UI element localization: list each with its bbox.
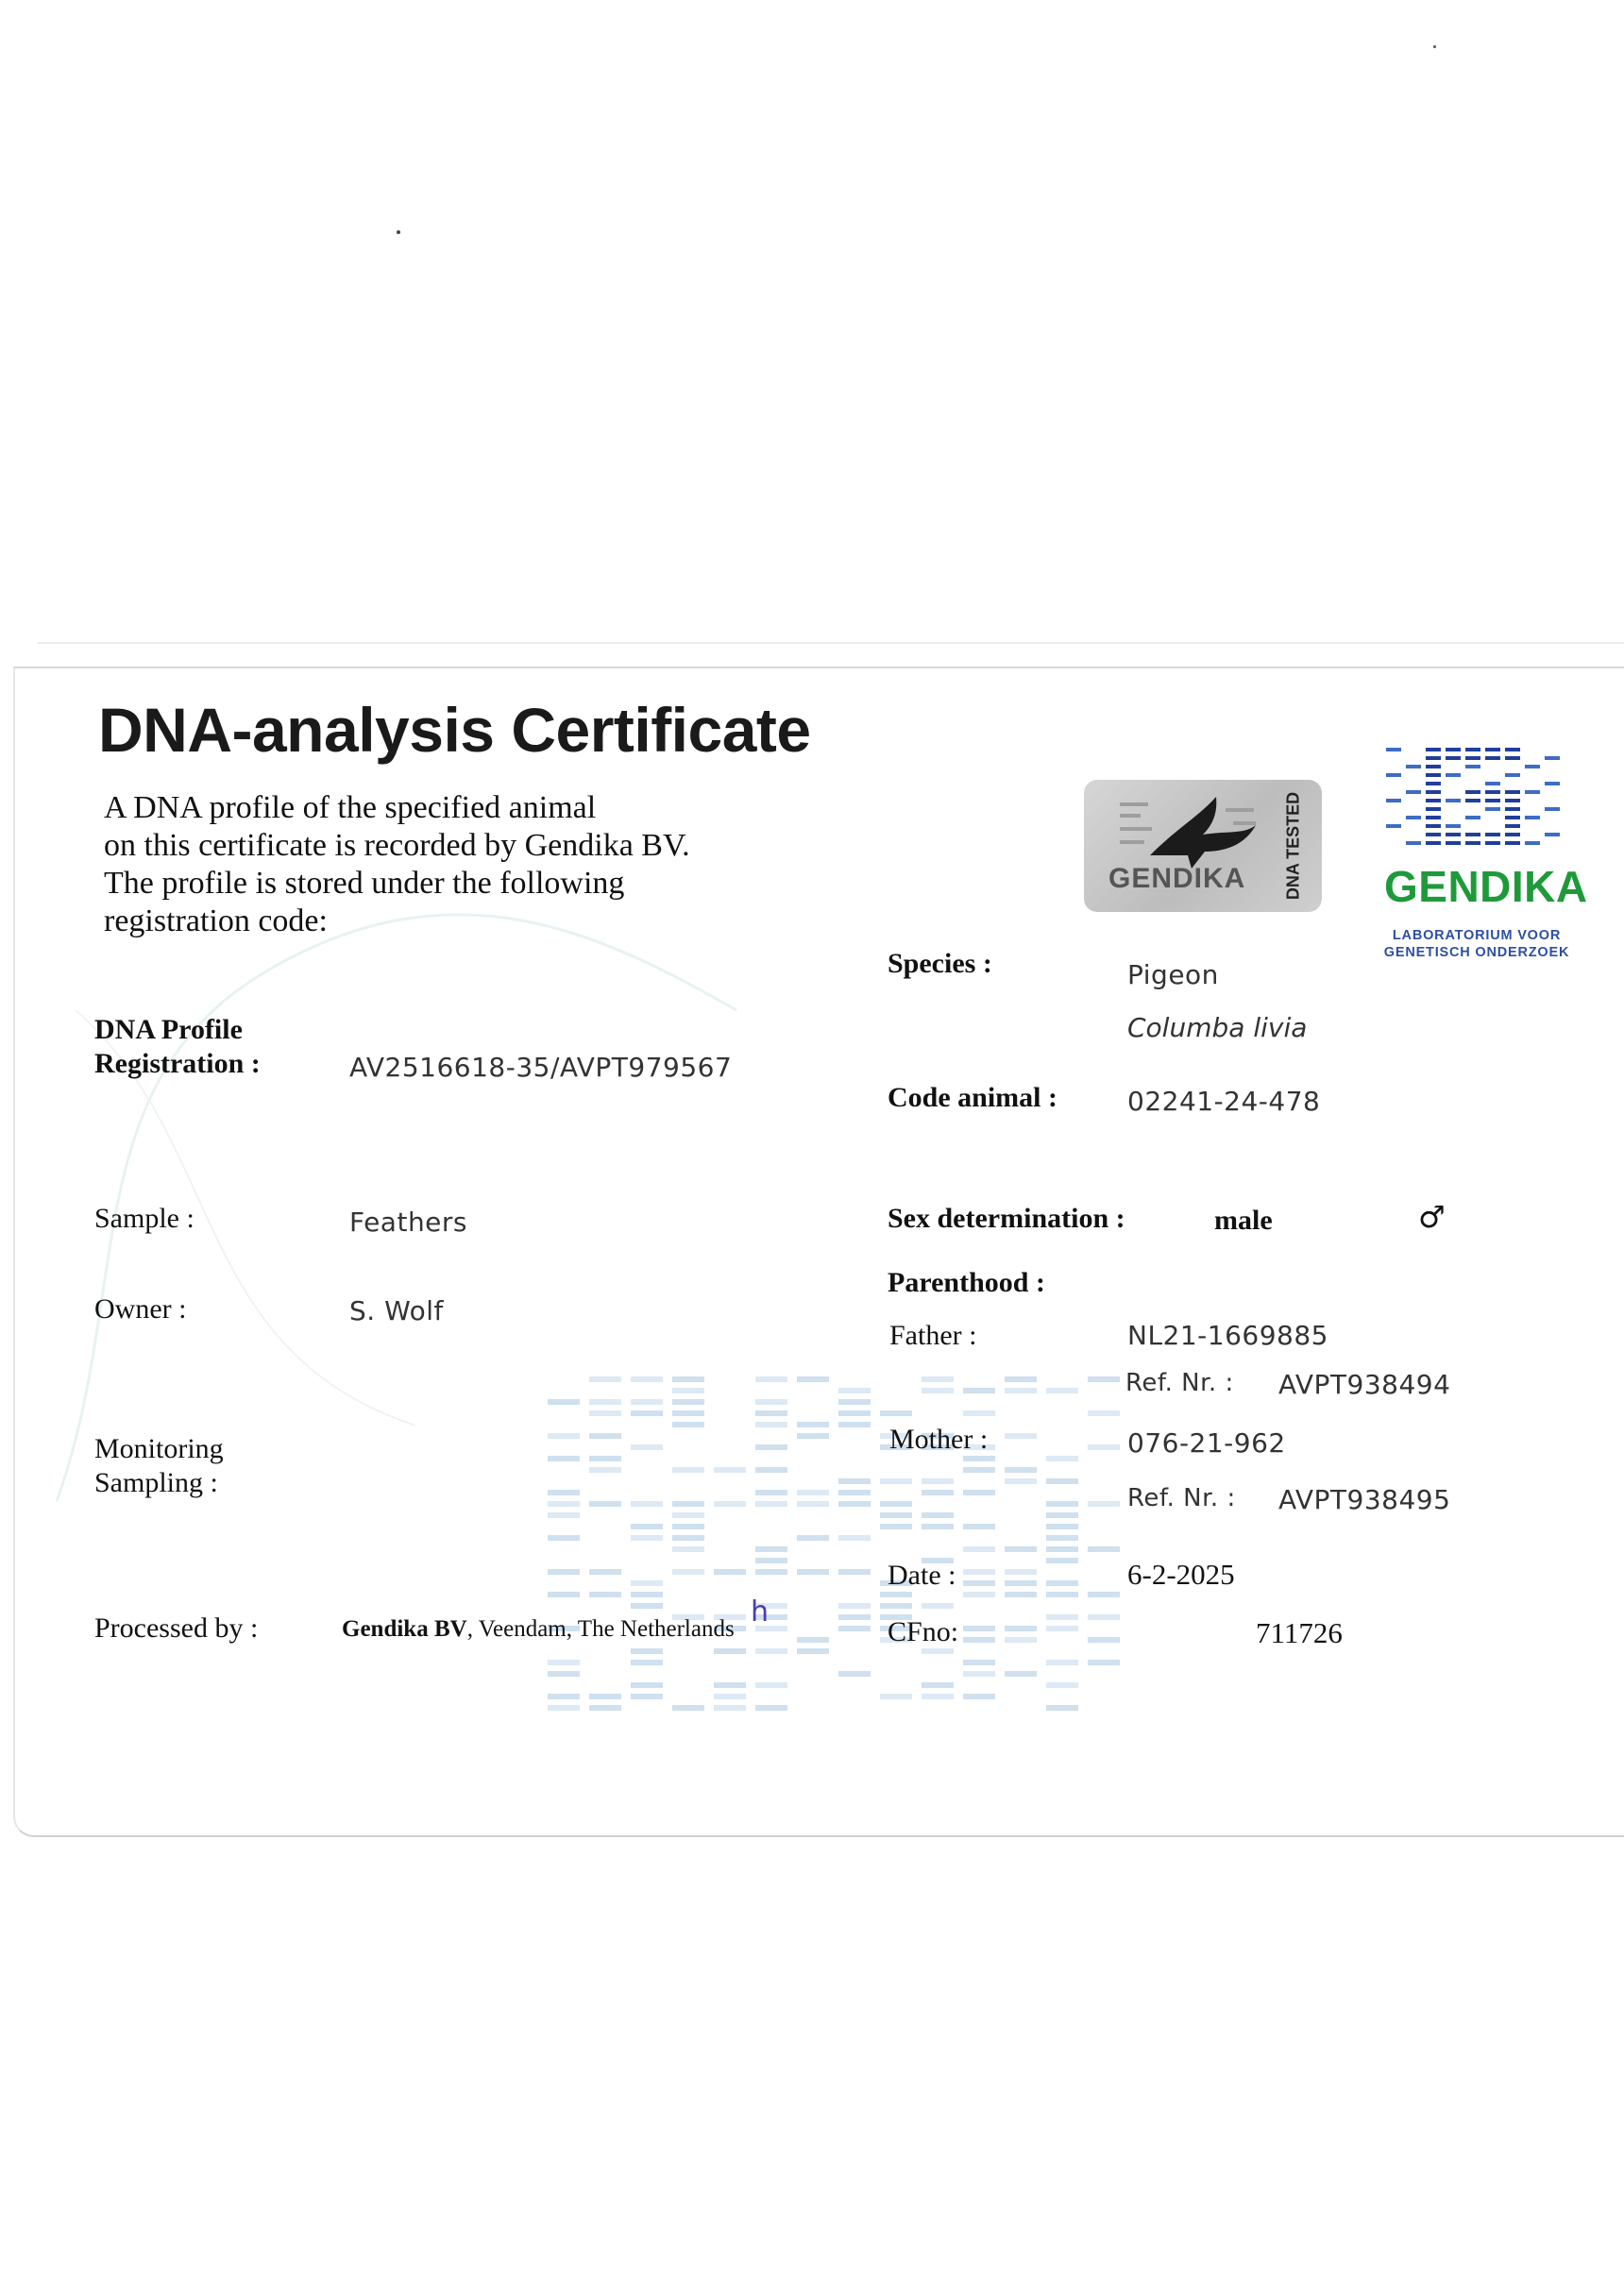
- watermark-band: [797, 1569, 829, 1575]
- logo-subtitle-line: LABORATORIUM VOOR: [1392, 928, 1562, 943]
- watermark-band: [797, 1376, 829, 1382]
- watermark-band: [672, 1546, 704, 1552]
- logo-band: [1505, 748, 1520, 751]
- watermark-band: [548, 1456, 580, 1461]
- watermark-band: [755, 1546, 787, 1552]
- logo-band: [1426, 841, 1441, 845]
- watermark-band: [797, 1422, 829, 1427]
- watermark-band: [755, 1444, 787, 1450]
- intro-line: A DNA profile of the specified animal: [104, 790, 597, 825]
- logo-band: [1426, 790, 1441, 794]
- watermark-band: [1088, 1614, 1120, 1620]
- watermark-band: [672, 1705, 704, 1711]
- watermark-band: [755, 1569, 787, 1575]
- watermark-band: [589, 1433, 621, 1439]
- watermark-band: [838, 1422, 871, 1427]
- father-ref-value: AVPT938494: [1278, 1369, 1451, 1400]
- watermark-band: [589, 1694, 621, 1699]
- watermark-band: [1046, 1478, 1078, 1484]
- logo-band: [1465, 765, 1480, 768]
- logo-band: [1465, 756, 1480, 760]
- watermark-band: [1005, 1478, 1037, 1484]
- watermark-band: [755, 1410, 787, 1416]
- watermark-band: [714, 1569, 746, 1575]
- watermark-band: [672, 1535, 704, 1541]
- watermark-band: [797, 1433, 829, 1439]
- watermark-band: [880, 1410, 912, 1416]
- logo-band: [1426, 807, 1441, 811]
- logo-band: [1426, 748, 1441, 751]
- sex-value: male: [1214, 1205, 1273, 1236]
- watermark-band: [1088, 1546, 1120, 1552]
- species-latin-value: Columba livia: [1127, 1012, 1308, 1043]
- male-symbol-icon: ♂: [1418, 1199, 1446, 1235]
- logo-band: [1386, 748, 1401, 751]
- logo-band: [1426, 765, 1441, 768]
- sample-label: Sample :: [94, 1203, 195, 1234]
- watermark-band: [797, 1637, 829, 1643]
- sample-value: Feathers: [349, 1207, 468, 1238]
- watermark-band: [589, 1592, 621, 1597]
- watermark-band: [714, 1682, 746, 1688]
- watermark-band: [755, 1501, 787, 1507]
- logo-band: [1545, 833, 1560, 836]
- logo-band: [1426, 773, 1441, 777]
- watermark-band: [548, 1569, 580, 1575]
- watermark-band: [548, 1433, 580, 1439]
- watermark-band: [922, 1603, 954, 1609]
- logo-band: [1485, 833, 1500, 836]
- logo-band: [1406, 790, 1421, 794]
- watermark-band: [755, 1467, 787, 1473]
- watermark-band: [755, 1399, 787, 1405]
- watermark-band: [631, 1648, 663, 1654]
- watermark-band: [1005, 1467, 1037, 1473]
- watermark-band: [922, 1388, 954, 1393]
- watermark-band: [1046, 1512, 1078, 1518]
- scan-speck: [1433, 45, 1436, 48]
- logo-band: [1426, 824, 1441, 828]
- watermark-band: [1088, 1637, 1120, 1643]
- watermark-band: [714, 1467, 746, 1473]
- logo-band: [1545, 807, 1560, 811]
- watermark-band: [755, 1558, 787, 1563]
- registration-value: AV2516618-35/AVPT979567: [349, 1052, 733, 1083]
- logo-band: [1386, 799, 1401, 802]
- watermark-band: [548, 1694, 580, 1699]
- logo-band: [1426, 816, 1441, 819]
- gendika-logo-icon: [1386, 748, 1565, 850]
- watermark-band: [838, 1388, 871, 1393]
- watermark-band: [631, 1376, 663, 1382]
- watermark-band: [589, 1467, 621, 1473]
- watermark-band: [631, 1524, 663, 1529]
- watermark-band: [963, 1456, 995, 1461]
- watermark-band: [589, 1569, 621, 1575]
- watermark-band: [880, 1603, 912, 1609]
- logo-band: [1505, 816, 1520, 819]
- intro-text: [104, 789, 784, 940]
- watermark-band: [880, 1524, 912, 1529]
- species-label: Species :: [888, 948, 992, 979]
- watermark-band: [963, 1388, 995, 1393]
- watermark-band: [963, 1637, 995, 1643]
- logo-band: [1505, 841, 1520, 845]
- logo-subtitle: [1382, 927, 1571, 961]
- watermark-band: [1005, 1592, 1037, 1597]
- watermark-band: [631, 1682, 663, 1688]
- processed-by-label: Processed by :: [94, 1612, 259, 1644]
- watermark-band: [631, 1580, 663, 1586]
- watermark-band: [1046, 1535, 1078, 1541]
- logo-band: [1505, 756, 1520, 760]
- watermark-band: [631, 1444, 663, 1450]
- watermark-band: [1005, 1569, 1037, 1575]
- processed-location: , Veendam, The Netherlands: [466, 1616, 735, 1642]
- watermark-band: [1046, 1388, 1078, 1393]
- watermark-band: [672, 1569, 704, 1575]
- logo-band: [1545, 756, 1560, 760]
- watermark-band: [1088, 1501, 1120, 1507]
- logo-band: [1465, 748, 1480, 751]
- logo-band: [1545, 782, 1560, 785]
- monitoring-label-line1: Monitoring: [94, 1433, 224, 1464]
- logo-band: [1465, 816, 1480, 819]
- logo-band: [1465, 799, 1480, 802]
- watermark-band: [672, 1410, 704, 1416]
- watermark-band: [880, 1501, 912, 1507]
- sex-determination-label: Sex determination :: [888, 1203, 1125, 1234]
- pigeon-icon: [1112, 789, 1282, 874]
- logo-band: [1465, 841, 1480, 845]
- logo-band: [1505, 833, 1520, 836]
- watermark-band: [755, 1648, 787, 1654]
- watermark-band: [755, 1376, 787, 1382]
- watermark-band: [963, 1490, 995, 1495]
- logo-band: [1485, 782, 1500, 785]
- watermark-band: [922, 1376, 954, 1382]
- watermark-band: [963, 1580, 995, 1586]
- watermark-band: [797, 1535, 829, 1541]
- watermark-band: [1046, 1592, 1078, 1597]
- watermark-band: [1005, 1376, 1037, 1382]
- watermark-band: [797, 1501, 829, 1507]
- father-value: NL21-1669885: [1127, 1320, 1328, 1351]
- watermark-band: [922, 1478, 954, 1484]
- watermark-band: [922, 1490, 954, 1495]
- watermark-band: [838, 1501, 871, 1507]
- processed-company: Gendika BV: [342, 1616, 467, 1642]
- watermark-band: [548, 1490, 580, 1495]
- watermark-band: [755, 1490, 787, 1495]
- watermark-band: [963, 1592, 995, 1597]
- watermark-band: [880, 1512, 912, 1518]
- watermark-band: [1088, 1660, 1120, 1665]
- watermark-band: [631, 1694, 663, 1699]
- watermark-band: [1005, 1546, 1037, 1552]
- watermark-band: [1005, 1388, 1037, 1393]
- watermark-band: [1046, 1660, 1078, 1665]
- logo-band: [1446, 773, 1461, 777]
- watermark-band: [589, 1399, 621, 1405]
- watermark-band: [1005, 1433, 1037, 1439]
- watermark-band: [838, 1410, 871, 1416]
- badge-dna-tested-text: DNA TESTED: [1283, 791, 1303, 901]
- logo-band: [1485, 748, 1500, 751]
- logo-brand-name: GENDIKA: [1384, 862, 1588, 911]
- watermark-band: [548, 1671, 580, 1677]
- date-label: Date :: [888, 1560, 956, 1591]
- owner-value: S. Wolf: [349, 1295, 444, 1326]
- watermark-band: [838, 1490, 871, 1495]
- watermark-band: [589, 1705, 621, 1711]
- logo-band: [1446, 756, 1461, 760]
- mother-ref-label: Ref. Nr. :: [1127, 1484, 1236, 1512]
- watermark-band: [589, 1376, 621, 1382]
- logo-band: [1505, 807, 1520, 811]
- watermark-band: [1046, 1682, 1078, 1688]
- watermark-band: [1046, 1626, 1078, 1631]
- intro-line: registration code:: [104, 903, 328, 938]
- logo-band: [1525, 790, 1540, 794]
- watermark-band: [1046, 1524, 1078, 1529]
- watermark-band: [589, 1501, 621, 1507]
- watermark-band: [922, 1682, 954, 1688]
- watermark-band: [631, 1660, 663, 1665]
- watermark-band: [548, 1501, 580, 1507]
- code-animal-value: 02241-24-478: [1127, 1086, 1321, 1117]
- logo-band: [1426, 799, 1441, 802]
- watermark-band: [963, 1467, 995, 1473]
- logo-band: [1446, 748, 1461, 751]
- watermark-band: [838, 1535, 871, 1541]
- logo-band: [1485, 799, 1500, 802]
- watermark-band: [672, 1512, 704, 1518]
- watermark-band: [548, 1705, 580, 1711]
- dna-band-watermark: [538, 1369, 1142, 1718]
- logo-band: [1525, 765, 1540, 768]
- intro-line: on this certificate is recorded by Gendika BV.: [104, 828, 690, 863]
- logo-band: [1485, 807, 1500, 811]
- watermark-band: [963, 1671, 995, 1677]
- watermark-band: [838, 1614, 871, 1620]
- certificate-title: DNA-analysis Certificate: [98, 695, 811, 765]
- watermark-band: [880, 1694, 912, 1699]
- logo-band: [1465, 833, 1480, 836]
- logo-band: [1406, 765, 1421, 768]
- watermark-band: [548, 1660, 580, 1665]
- watermark-band: [1088, 1376, 1120, 1382]
- watermark-band: [1046, 1456, 1078, 1461]
- watermark-band: [838, 1671, 871, 1677]
- registration-label-line2: Registration :: [94, 1048, 261, 1079]
- watermark-band: [755, 1422, 787, 1427]
- date-value: 6-2-2025: [1127, 1558, 1235, 1591]
- watermark-band: [1046, 1546, 1078, 1552]
- mother-ref-value: AVPT938495: [1278, 1484, 1451, 1515]
- watermark-band: [672, 1501, 704, 1507]
- logo-band: [1505, 790, 1520, 794]
- watermark-band: [838, 1626, 871, 1631]
- watermark-band: [963, 1626, 995, 1631]
- processed-by-value: [342, 1616, 735, 1643]
- parenthood-label: Parenthood :: [888, 1267, 1045, 1298]
- logo-band: [1446, 833, 1461, 836]
- watermark-band: [838, 1399, 871, 1405]
- watermark-band: [714, 1501, 746, 1507]
- watermark-band: [672, 1376, 704, 1382]
- watermark-band: [963, 1524, 995, 1529]
- logo-band: [1485, 790, 1500, 794]
- watermark-band: [631, 1399, 663, 1405]
- logo-band: [1446, 824, 1461, 828]
- watermark-band: [714, 1648, 746, 1654]
- watermark-band: [963, 1546, 995, 1552]
- watermark-band: [1046, 1558, 1078, 1563]
- watermark-band: [922, 1512, 954, 1518]
- logo-band: [1505, 824, 1520, 828]
- watermark-band: [1046, 1580, 1078, 1586]
- watermark-band: [880, 1478, 912, 1484]
- watermark-band: [1088, 1444, 1120, 1450]
- watermark-band: [548, 1512, 580, 1518]
- scan-speck: [397, 230, 400, 234]
- watermark-band: [1046, 1705, 1078, 1711]
- watermark-band: [714, 1705, 746, 1711]
- watermark-band: [548, 1535, 580, 1541]
- watermark-band: [838, 1478, 871, 1484]
- watermark-band: [548, 1399, 580, 1405]
- logo-band: [1505, 799, 1520, 802]
- watermark-band: [755, 1682, 787, 1688]
- logo-band: [1465, 790, 1480, 794]
- watermark-band: [963, 1694, 995, 1699]
- watermark-band: [672, 1388, 704, 1393]
- watermark-band: [963, 1410, 995, 1416]
- logo-band: [1406, 816, 1421, 819]
- watermark-band: [922, 1694, 954, 1699]
- intro-line: The profile is stored under the following: [104, 866, 625, 901]
- watermark-band: [880, 1592, 912, 1597]
- logo-band: [1406, 841, 1421, 845]
- watermark-band: [631, 1410, 663, 1416]
- mother-label: Mother :: [889, 1424, 989, 1455]
- watermark-band: [672, 1524, 704, 1529]
- watermark-band: [1046, 1501, 1078, 1507]
- handwritten-mark: h: [751, 1595, 770, 1629]
- watermark-band: [838, 1569, 871, 1575]
- watermark-band: [1005, 1637, 1037, 1643]
- watermark-band: [963, 1660, 995, 1665]
- logo-band: [1485, 756, 1500, 760]
- watermark-band: [589, 1410, 621, 1416]
- watermark-band: [1088, 1592, 1120, 1597]
- watermark-band: [797, 1490, 829, 1495]
- watermark-band: [1088, 1410, 1120, 1416]
- mother-value: 076-21-962: [1127, 1427, 1286, 1459]
- logo-band: [1525, 841, 1540, 845]
- watermark-band: [631, 1501, 663, 1507]
- watermark-band: [963, 1569, 995, 1575]
- watermark-band: [1005, 1671, 1037, 1677]
- logo-band: [1446, 799, 1461, 802]
- father-ref-label: Ref. Nr. :: [1125, 1369, 1234, 1397]
- watermark-band: [922, 1524, 954, 1529]
- owner-label: Owner :: [94, 1293, 187, 1325]
- watermark-band: [1005, 1626, 1037, 1631]
- logo-band: [1386, 773, 1401, 777]
- top-edge-line: [38, 642, 1624, 644]
- watermark-band: [755, 1705, 787, 1711]
- watermark-band: [1005, 1580, 1037, 1586]
- logo-band: [1485, 841, 1500, 845]
- logo-band: [1426, 756, 1441, 760]
- logo-band: [1426, 782, 1441, 785]
- registration-label-line1: DNA Profile: [94, 1014, 243, 1045]
- watermark-band: [631, 1603, 663, 1609]
- logo-band: [1426, 833, 1441, 836]
- monitoring-label-line2: Sampling :: [94, 1467, 218, 1498]
- watermark-band: [672, 1399, 704, 1405]
- watermark-band: [1046, 1614, 1078, 1620]
- logo-band: [1386, 824, 1401, 828]
- watermark-band: [631, 1592, 663, 1597]
- watermark-band: [589, 1456, 621, 1461]
- cfno-value: 711726: [1256, 1616, 1343, 1649]
- watermark-band: [714, 1694, 746, 1699]
- logo-band: [1505, 773, 1520, 777]
- cfno-label: CFno:: [888, 1616, 959, 1647]
- watermark-band: [838, 1603, 871, 1609]
- species-common-value: Pigeon: [1127, 959, 1219, 990]
- watermark-band: [631, 1535, 663, 1541]
- watermark-band: [797, 1648, 829, 1654]
- watermark-band: [672, 1467, 704, 1473]
- watermark-band: [922, 1648, 954, 1654]
- logo-band: [1446, 841, 1461, 845]
- badge-brand-text: GENDIKA: [1108, 863, 1246, 894]
- logo-band: [1525, 816, 1540, 819]
- logo-subtitle-line: GENETISCH ONDERZOEK: [1383, 945, 1570, 960]
- dna-tested-badge: [1084, 780, 1322, 912]
- father-label: Father :: [889, 1320, 977, 1351]
- watermark-band: [548, 1592, 580, 1597]
- watermark-band: [672, 1422, 704, 1427]
- code-animal-label: Code animal :: [888, 1082, 1057, 1113]
